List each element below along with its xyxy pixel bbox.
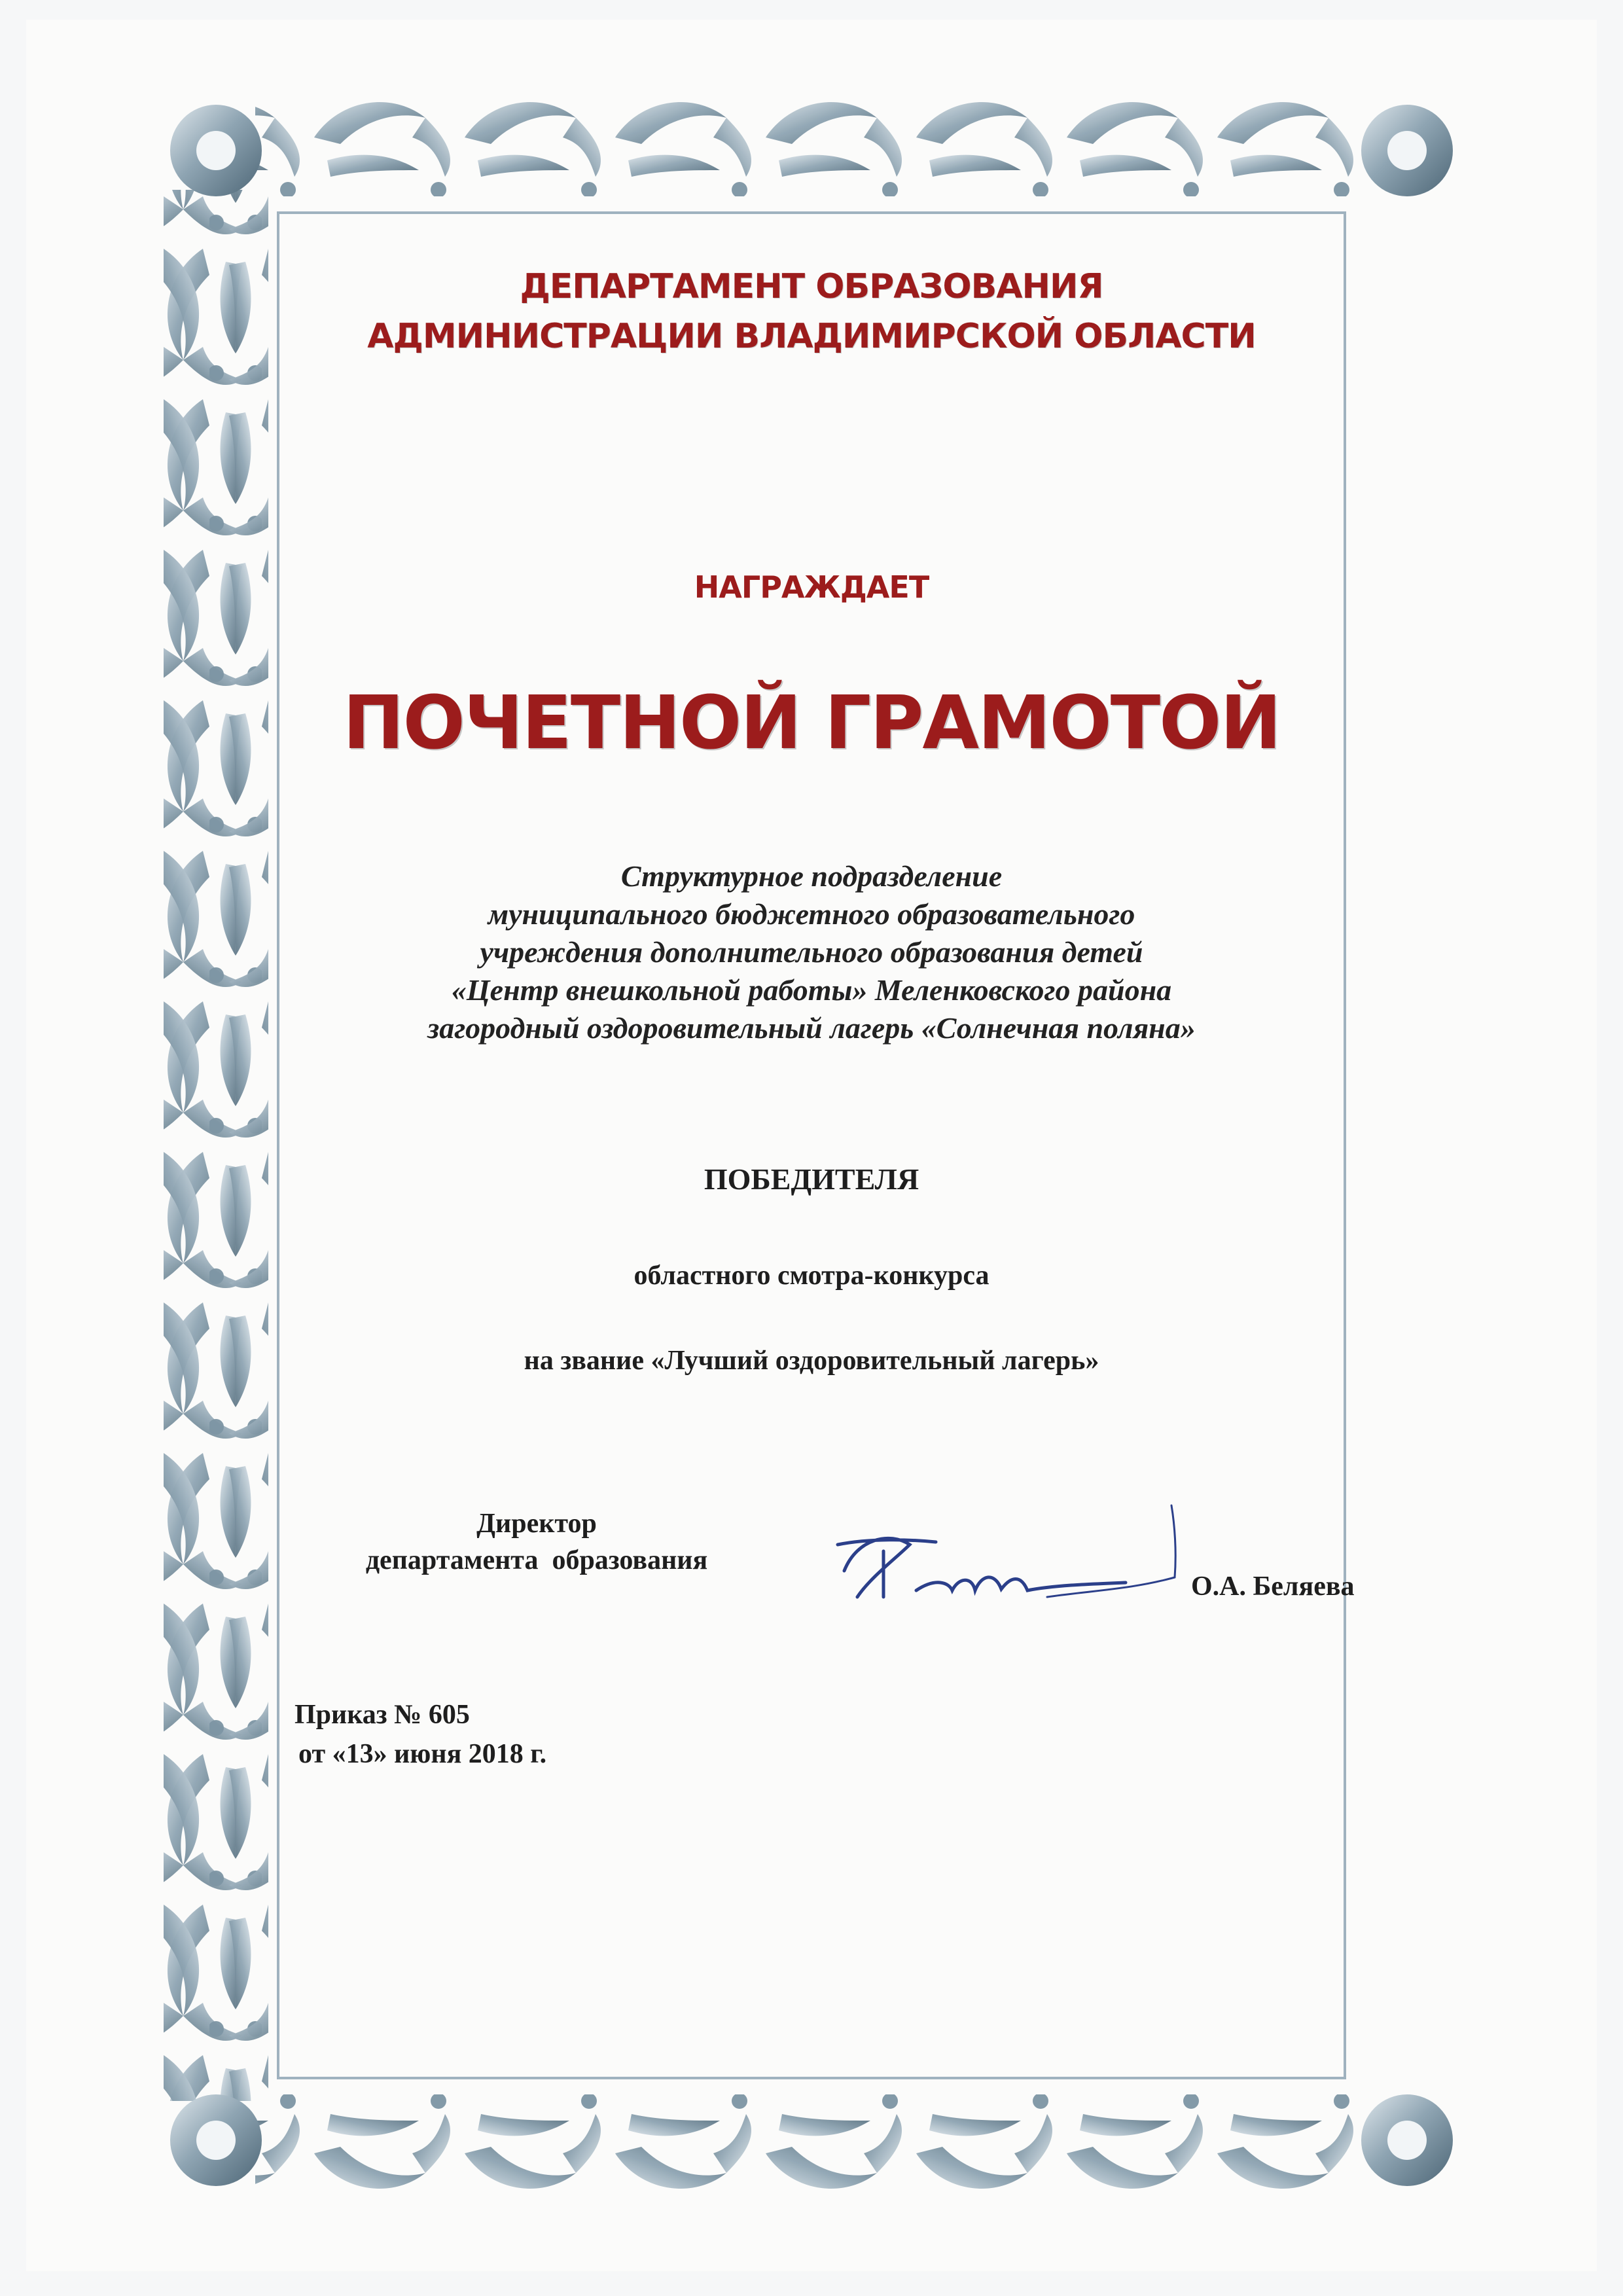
issuer-line-2: АДМИНИСТРАЦИИ ВЛАДИМИРСКОЙ ОБЛАСТИ — [367, 317, 1256, 356]
signatory-name: О.А. Беляева — [1191, 1571, 1355, 1602]
recipient-line: учреждения дополнительного образования детей — [480, 935, 1143, 969]
signatory-role — [288, 1505, 785, 1579]
recipient-line: «Центр внешкольной работы» Меленковского района — [451, 973, 1172, 1007]
issuer-header — [0, 262, 1623, 361]
signatory-role-line-1: Директор — [476, 1509, 597, 1539]
order-date: от «13» июня 2018 г. — [298, 1739, 547, 1769]
ornamental-border — [157, 92, 1466, 2199]
signatory-role-line-2: департамента образования — [365, 1545, 708, 1575]
winner-status: ПОБЕДИТЕЛЯ — [704, 1162, 919, 1196]
handwritten-signature — [818, 1499, 1185, 1617]
recipient-line: загородный оздоровительный лагерь «Солнечная поляна» — [427, 1011, 1196, 1045]
recipient-block — [0, 857, 1623, 1047]
certificate-title: ПОЧЕТНОЙ ГРАМОТОЙ — [342, 681, 1281, 766]
recipient-line: Структурное подразделение — [620, 859, 1003, 893]
nomination-title: на звание «Лучший оздоровительный лагерь» — [524, 1346, 1099, 1376]
issuer-line-1: ДЕПАРТАМЕНТ ОБРАЗОВАНИЯ — [520, 267, 1103, 306]
order-reference — [294, 1695, 546, 1774]
award-verb: НАГРАЖДАЕТ — [694, 569, 929, 605]
contest-name: областного смотра-конкурса — [633, 1261, 990, 1291]
order-number: Приказ № 605 — [294, 1700, 470, 1730]
recipient-line: муниципального бюджетного образовательного — [488, 897, 1135, 931]
